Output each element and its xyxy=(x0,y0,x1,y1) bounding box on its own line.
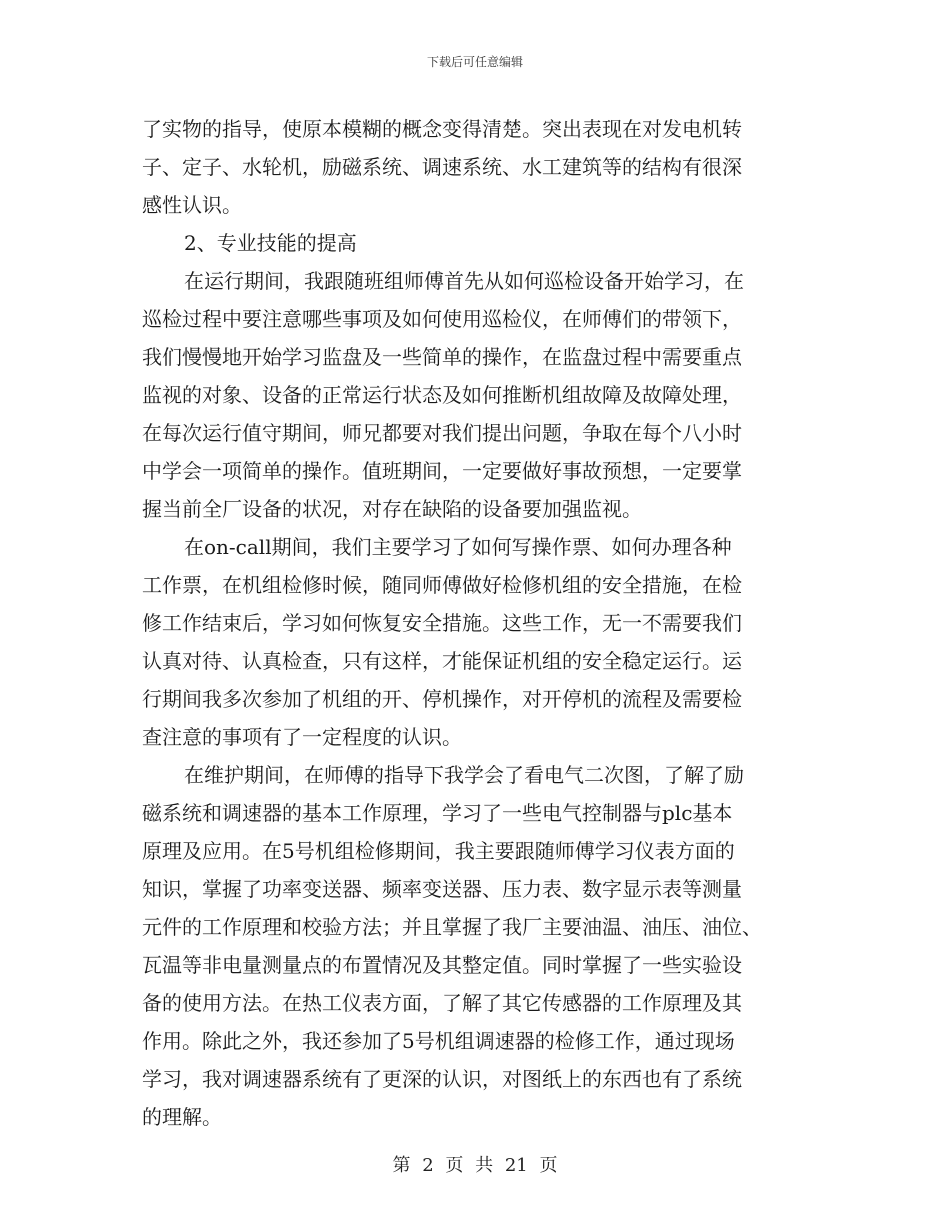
page-footer: 第 2 页 共 21 页 xyxy=(392,1155,558,1176)
text-line: 中学会一项简单的操作。值班期间，一定要做好事故预想，一定要掌 xyxy=(142,459,742,483)
text-line: 原理及应用。在5号机组检修期间，我主要跟随师傅学习仪表方面的 xyxy=(142,839,735,863)
text-line: 巡检过程中要注意哪些事项及如何使用巡检仪，在师傅们的带领下， xyxy=(142,307,742,331)
text-line: 查注意的事项有了一定程度的认识。 xyxy=(142,725,462,749)
text-line: 在on-call期间，我们主要学习了如何写操作票、如何办理各种 xyxy=(184,535,732,559)
text-line: 工作票，在机组检修时候，随同师傅做好检修机组的安全措施，在检 xyxy=(142,573,742,597)
text-line: 的理解。 xyxy=(142,1105,222,1129)
text-line: 知识，掌握了功率变送器、频率变送器、压力表、数字显示表等测量 xyxy=(142,877,742,901)
text-line: 修工作结束后，学习如何恢复安全措施。这些工作，无一不需要我们 xyxy=(142,611,742,635)
text-line: 学习，我对调速器系统有了更深的认识，对图纸上的东西也有了系统 xyxy=(142,1067,742,1091)
section-heading: 2、专业技能的提高 xyxy=(184,231,357,255)
text-line: 磁系统和调速器的基本工作原理，学习了一些电气控制器与plc基本 xyxy=(142,801,733,825)
text-line: 感性认识。 xyxy=(142,193,242,217)
text-line: 认真对待、认真检查，只有这样，才能保证机组的安全稳定运行。运 xyxy=(142,649,742,673)
text-line: 我们慢慢地开始学习监盘及一些简单的操作，在监盘过程中需要重点 xyxy=(142,345,742,369)
text-line: 在维护期间，在师傅的指导下我学会了看电气二次图，了解了励 xyxy=(184,763,744,787)
text-line: 在每次运行值守期间，师兄都要对我们提出问题，争取在每个八小时 xyxy=(142,421,742,445)
text-line: 握当前全厂设备的状况，对存在缺陷的设备要加强监视。 xyxy=(142,497,642,521)
text-line: 在运行期间，我跟随班组师傅首先从如何巡检设备开始学习，在 xyxy=(184,269,744,293)
text-line: 元件的工作原理和校验方法；并且掌握了我厂主要油温、油压、油位、 xyxy=(142,915,762,939)
text-line: 瓦温等非电量测量点的布置情况及其整定值。同时掌握了一些实验设 xyxy=(142,953,742,977)
text-line: 备的使用方法。在热工仪表方面，了解了其它传感器的工作原理及其 xyxy=(142,991,742,1015)
text-line: 作用。除此之外，我还参加了5号机组调速器的检修工作，通过现场 xyxy=(142,1029,735,1053)
text-line: 子、定子、水轮机，励磁系统、调速系统、水工建筑等的结构有很深 xyxy=(142,155,742,179)
text-line: 行期间我多次参加了机组的开、停机操作，对开停机的流程及需要检 xyxy=(142,687,742,711)
document-body xyxy=(142,110,810,1136)
text-line: 监视的对象、设备的正常运行状态及如何推断机组故障及故障处理， xyxy=(142,383,742,407)
text-line: 了实物的指导，使原本模糊的概念变得清楚。突出表现在对发电机转 xyxy=(142,117,742,141)
page-header: 下载后可任意编辑 xyxy=(426,55,523,69)
